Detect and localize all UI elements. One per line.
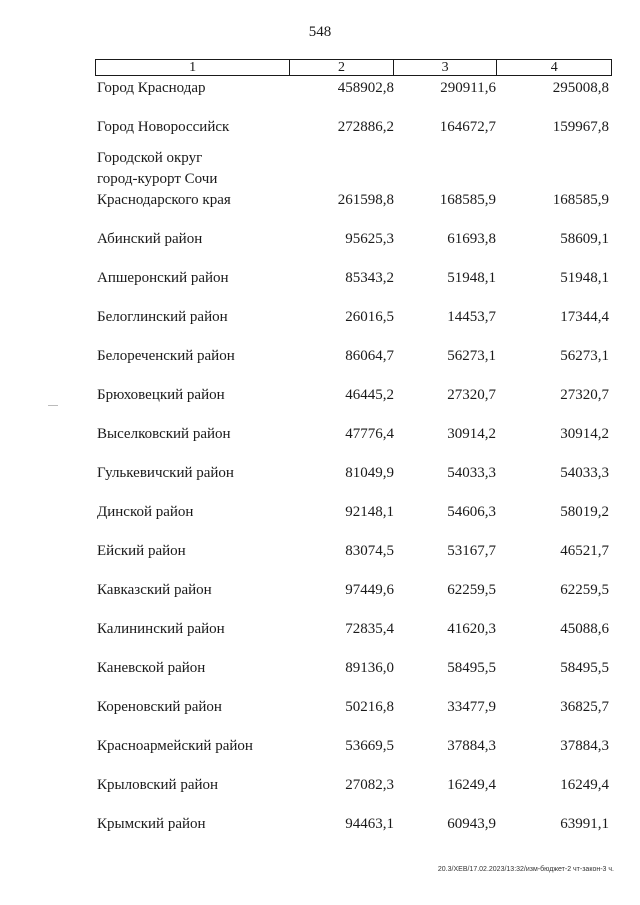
row-name-line: Брюховецкий район (97, 387, 225, 403)
row-name-line: Гулькевичский район (97, 465, 234, 481)
row-value-c3: 53167,7 (447, 543, 496, 559)
row-name-line: Крымский район (97, 816, 206, 832)
row-name (97, 619, 297, 640)
row-name-line: Крыловский район (97, 777, 219, 793)
row-name-line: Кавказский район (97, 582, 212, 598)
row-name-line: Динской район (97, 504, 194, 520)
row-name-line: Город Новороссийск (97, 119, 230, 135)
row-name (97, 148, 297, 211)
row-name (97, 502, 297, 523)
row-name (97, 307, 297, 328)
row-name (97, 424, 297, 445)
row-value-c2: 95625,3 (345, 231, 394, 247)
row-name-line: Кореновский район (97, 699, 222, 715)
row-name (97, 117, 297, 138)
row-name-line: Краснодарского края (97, 192, 231, 208)
row-name-line: Ейский район (97, 543, 186, 559)
row-value-c2: 458902,8 (337, 80, 394, 96)
row-value-c2: 83074,5 (345, 543, 394, 559)
row-value-c3: 33477,9 (447, 699, 496, 715)
row-value-c2: 272886,2 (337, 119, 394, 135)
row-name-line: Красноармейский район (97, 738, 253, 754)
row-value-c2: 53669,5 (345, 738, 394, 754)
row-value-c4: 58609,1 (560, 231, 609, 247)
row-value-c4: 56273,1 (560, 348, 609, 364)
row-value-c3: 290911,6 (440, 80, 496, 96)
header-col-1: 1 (189, 60, 197, 75)
page-number: 548 (308, 24, 332, 40)
row-value-c4: 37884,3 (560, 738, 609, 754)
row-value-c4: 295008,8 (552, 80, 609, 96)
row-value-c4: 54033,3 (560, 465, 609, 481)
row-value-c4: 159967,8 (552, 119, 609, 135)
row-value-c3: 30914,2 (447, 426, 496, 442)
row-value-c4: 58019,2 (560, 504, 609, 520)
row-name (97, 229, 297, 250)
row-name (97, 658, 297, 679)
row-value-c2: 94463,1 (345, 816, 394, 832)
row-value-c4: 51948,1 (560, 270, 609, 286)
margin-mark (48, 405, 58, 406)
row-name (97, 580, 297, 601)
header-col-4: 4 (496, 60, 611, 75)
row-value-c2: 26016,5 (345, 309, 394, 325)
row-value-c2: 92148,1 (345, 504, 394, 520)
row-value-c3: 51948,1 (447, 270, 496, 286)
row-value-c2: 47776,4 (345, 426, 394, 442)
row-value-c3: 54606,3 (447, 504, 496, 520)
row-value-c2: 86064,7 (345, 348, 394, 364)
row-value-c3: 168585,9 (439, 192, 496, 208)
row-value-c3: 41620,3 (447, 621, 496, 637)
row-value-c2: 81049,9 (345, 465, 394, 481)
row-value-c3: 37884,3 (447, 738, 496, 754)
row-name-line: Каневской район (97, 660, 206, 676)
row-value-c4: 16249,4 (560, 777, 609, 793)
row-value-c4: 17344,4 (560, 309, 609, 325)
row-name-line: Абинский район (97, 231, 203, 247)
row-value-c2: 50216,8 (345, 699, 394, 715)
row-value-c2: 97449,6 (345, 582, 394, 598)
row-value-c3: 61693,8 (447, 231, 496, 247)
row-value-c3: 56273,1 (447, 348, 496, 364)
row-value-c4: 168585,9 (552, 192, 609, 208)
row-value-c4: 27320,7 (560, 387, 609, 403)
row-value-c2: 72835,4 (345, 621, 394, 637)
row-value-c4: 36825,7 (560, 699, 609, 715)
row-name (97, 541, 297, 562)
row-name (97, 463, 297, 484)
row-value-c3: 164672,7 (439, 119, 496, 135)
row-value-c3: 58495,5 (447, 660, 496, 676)
row-value-c4: 62259,5 (560, 582, 609, 598)
row-value-c3: 54033,3 (447, 465, 496, 481)
row-name-line: Калининский район (97, 621, 225, 637)
row-value-c2: 27082,3 (345, 777, 394, 793)
row-value-c3: 60943,9 (447, 816, 496, 832)
table-header-row (95, 59, 612, 76)
row-value-c2: 46445,2 (345, 387, 394, 403)
row-name-line: город-курорт Сочи (97, 171, 218, 187)
row-value-c2: 261598,8 (337, 192, 394, 208)
row-name-line: Городской округ (97, 150, 203, 166)
row-name-line: Белореченский район (97, 348, 235, 364)
header-col-2: 2 (289, 60, 393, 75)
row-name (97, 814, 297, 835)
row-value-c4: 58495,5 (560, 660, 609, 676)
row-value-c3: 27320,7 (447, 387, 496, 403)
row-value-c3: 62259,5 (447, 582, 496, 598)
row-name-line: Город Краснодар (97, 80, 206, 96)
row-name-line: Апшеронский район (97, 270, 229, 286)
header-col-3: 3 (393, 60, 497, 75)
row-name (97, 78, 297, 99)
row-name-line: Выселковский район (97, 426, 231, 442)
row-value-c2: 85343,2 (345, 270, 394, 286)
row-name (97, 268, 297, 289)
row-value-c4: 30914,2 (560, 426, 609, 442)
row-value-c4: 45088,6 (560, 621, 609, 637)
document-footer-code: 20.3/ХЕВ/17.02.2023/13:32/изм-бюджет-2 чт-закон-3 ч. (437, 866, 614, 873)
row-value-c4: 46521,7 (560, 543, 609, 559)
budget-table (95, 59, 612, 832)
row-value-c4: 63991,1 (560, 816, 609, 832)
row-name-line: Белоглинский район (97, 309, 228, 325)
row-name (97, 736, 297, 757)
row-value-c3: 16249,4 (447, 777, 496, 793)
row-value-c2: 89136,0 (345, 660, 394, 676)
row-value-c3: 14453,7 (447, 309, 496, 325)
row-name (97, 346, 297, 367)
row-name (97, 775, 297, 796)
row-name (97, 697, 297, 718)
row-name (97, 385, 297, 406)
